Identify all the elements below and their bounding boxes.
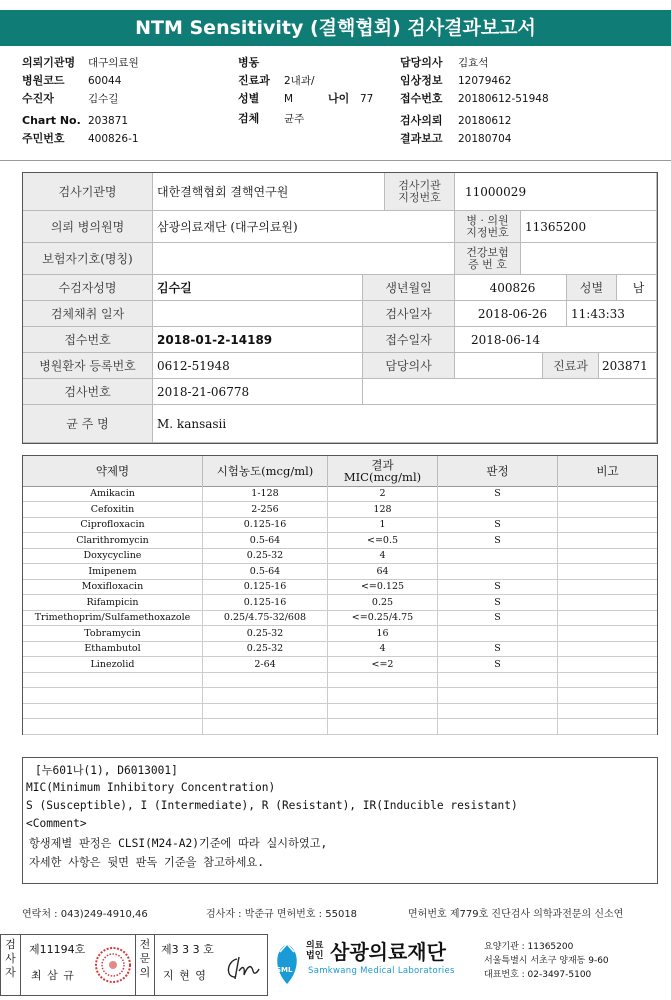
logo-badge: SML bbox=[276, 966, 293, 974]
form-blank bbox=[363, 379, 657, 405]
form-value: 대한결핵협회 결핵연구원 bbox=[153, 173, 385, 211]
handwritten-signature-icon bbox=[223, 953, 261, 983]
cell-note bbox=[558, 595, 657, 610]
org-name: 삼광의료재단 bbox=[330, 940, 446, 964]
table-row bbox=[23, 533, 657, 549]
cell-interp: S bbox=[438, 517, 558, 532]
header-field: 주민번호 400826-1 bbox=[22, 132, 139, 145]
cell-drug: Linezolid bbox=[23, 657, 203, 672]
table-row bbox=[23, 579, 657, 595]
cell-note bbox=[558, 703, 657, 718]
cell-note bbox=[558, 610, 657, 625]
cell-drug: Cefoxitin bbox=[23, 502, 203, 517]
form-value bbox=[153, 301, 363, 327]
header-field: 임상정보 12079462 bbox=[400, 74, 512, 87]
org-info-phone: 대표번호 : 02-3497-5100 bbox=[484, 970, 592, 980]
header-field: 의뢰기관명 대구의료원 bbox=[22, 56, 139, 69]
note-line: 항생제별 판정은 CLSI(M24-A2)기준에 따라 실시하였고, bbox=[29, 837, 328, 850]
cell-conc: 0.25-32 bbox=[203, 641, 328, 656]
cell-note bbox=[558, 533, 657, 548]
cell-conc: 0.25-32 bbox=[203, 548, 328, 563]
cell-mic: <=0.5 bbox=[328, 533, 438, 548]
cell-conc: 0.125-16 bbox=[203, 595, 328, 610]
cell-mic: 4 bbox=[328, 548, 438, 563]
form-value: 11365200 bbox=[521, 211, 657, 243]
cell-interp: S bbox=[438, 595, 558, 610]
cell-conc bbox=[203, 688, 328, 703]
form-label: 진료과 bbox=[543, 353, 599, 379]
form-value bbox=[521, 243, 657, 275]
cell-interp bbox=[438, 548, 558, 563]
form-label: 병 · 의원 지정번호 bbox=[455, 211, 521, 243]
form-value bbox=[153, 243, 455, 275]
cell-mic: 128 bbox=[328, 502, 438, 517]
table-row bbox=[23, 719, 657, 735]
cell-conc: 0.125-16 bbox=[203, 579, 328, 594]
cell-mic: <=0.25/4.75 bbox=[328, 610, 438, 625]
cell-interp bbox=[438, 564, 558, 579]
specialist-name: 지 현 영 bbox=[163, 969, 207, 982]
cell-conc: 1-128 bbox=[203, 486, 328, 501]
org-info-code: 요양기관 : 11365200 bbox=[484, 942, 574, 952]
footer-contact: 연락처 : 043)249-4910,46 bbox=[22, 909, 148, 920]
specialist-number: 제3 3 3 호 bbox=[161, 943, 214, 956]
cell-interp: S bbox=[438, 486, 558, 501]
table-row bbox=[23, 564, 657, 580]
cell-conc: 2-256 bbox=[203, 502, 328, 517]
cell-note bbox=[558, 579, 657, 594]
header-field-age: 나이 77 bbox=[328, 92, 374, 105]
form-label: 보험자기호(명칭) bbox=[23, 243, 153, 275]
form-label: 접수일자 bbox=[363, 327, 455, 353]
form-label: 검사일자 bbox=[363, 301, 455, 327]
col-header-interpretation: 판정 bbox=[438, 456, 558, 486]
cell-interp bbox=[438, 688, 558, 703]
cell-interp: S bbox=[438, 533, 558, 548]
note-line: 자세한 사항은 뒷면 판독 기준을 참고하세요. bbox=[29, 856, 264, 869]
table-row bbox=[23, 517, 657, 533]
cell-interp: S bbox=[438, 657, 558, 672]
form-value: 삼광의료재단 (대구의료원) bbox=[153, 211, 455, 243]
form-label: 성별 bbox=[567, 275, 617, 301]
seal-stamp-icon bbox=[93, 945, 133, 985]
form-value: 0612-51948 bbox=[153, 353, 363, 379]
form-value: 400826 bbox=[455, 275, 567, 301]
footer-license: 면허번호 제779호 진단검사 의학과전문의 신소연 bbox=[408, 909, 624, 920]
cell-interp: S bbox=[438, 579, 558, 594]
patient-form bbox=[22, 172, 658, 444]
cell-note bbox=[558, 719, 657, 734]
form-value bbox=[455, 353, 543, 379]
cell-mic: 1 bbox=[328, 517, 438, 532]
cell-note bbox=[558, 517, 657, 532]
cell-mic bbox=[328, 703, 438, 718]
cell-mic: 2 bbox=[328, 486, 438, 501]
table-row bbox=[23, 672, 657, 688]
table-row bbox=[23, 657, 657, 673]
col-header-mic: 결과 MIC(mcg/ml) bbox=[328, 456, 438, 486]
cell-interp bbox=[438, 502, 558, 517]
note-line: MIC(Minimum Inhibitory Concentration) bbox=[26, 781, 276, 794]
strain-name: M. kansasii bbox=[153, 405, 657, 443]
header-field: 결과보고 20180704 bbox=[400, 132, 512, 145]
cell-mic bbox=[328, 719, 438, 734]
form-value: 2018-01-2-14189 bbox=[153, 327, 363, 353]
form-value: 2018-06-26 bbox=[455, 301, 567, 327]
table-row bbox=[23, 595, 657, 611]
footer-tester: 검사자 : 박준규 면허번호 : 55018 bbox=[206, 909, 358, 920]
header-field: 병원코드 60044 bbox=[22, 74, 122, 87]
tester-number: 제11194호 bbox=[29, 943, 86, 956]
org-prefix: 의료 법인 bbox=[306, 941, 324, 961]
header-field: 성별 M bbox=[238, 92, 294, 105]
table-row bbox=[23, 502, 657, 518]
cell-conc: 0.25-32 bbox=[203, 626, 328, 641]
cell-drug: Ciprofloxacin bbox=[23, 517, 203, 532]
col-header-concentration: 시험농도(mcg/ml) bbox=[203, 456, 328, 486]
table-row bbox=[23, 486, 657, 502]
form-label: 생년월일 bbox=[363, 275, 455, 301]
cell-conc: 0.25/4.75-32/608 bbox=[203, 610, 328, 625]
specialist-label: 전문의 bbox=[135, 935, 155, 995]
cell-interp: S bbox=[438, 610, 558, 625]
org-english-name: Samkwang Medical Laboratories bbox=[308, 966, 455, 976]
notes-box bbox=[22, 757, 658, 884]
cell-drug bbox=[23, 703, 203, 718]
cell-drug: Amikacin bbox=[23, 486, 203, 501]
header-field: 검사의뢰 20180612 bbox=[400, 114, 512, 127]
cell-note bbox=[558, 657, 657, 672]
form-label: 검사번호 bbox=[23, 379, 153, 405]
form-label: 건강보험 증 번 호 bbox=[455, 243, 521, 275]
col-header-note: 비고 bbox=[596, 464, 619, 478]
table-row bbox=[23, 610, 657, 626]
tester-label: 검사자 bbox=[1, 935, 21, 995]
cell-drug: Rifampicin bbox=[23, 595, 203, 610]
cell-note bbox=[558, 641, 657, 656]
form-label: 검체채취 일자 bbox=[23, 301, 153, 327]
form-label: 의뢰 병의원명 bbox=[23, 211, 153, 243]
cell-conc: 0.125-16 bbox=[203, 517, 328, 532]
table-row bbox=[23, 703, 657, 719]
signature-box bbox=[0, 934, 268, 996]
table-row bbox=[23, 626, 657, 642]
form-label: 검사기관명 bbox=[23, 173, 153, 211]
logo-emblem-icon bbox=[272, 940, 302, 990]
cell-conc bbox=[203, 719, 328, 734]
drug-table-header bbox=[23, 456, 657, 487]
header-field: 진료과 2내과/ bbox=[238, 74, 315, 87]
cell-drug: Tobramycin bbox=[23, 626, 203, 641]
cell-note bbox=[558, 486, 657, 501]
cell-drug: Moxifloxacin bbox=[23, 579, 203, 594]
form-value: 203871 bbox=[599, 353, 657, 379]
report-title: NTM Sensitivity (결핵협회) 검사결과보고서 bbox=[0, 10, 671, 46]
tester-name: 최 삼 규 bbox=[31, 969, 75, 982]
cell-mic: <=0.125 bbox=[328, 579, 438, 594]
form-label: 균 주 명 bbox=[23, 405, 153, 443]
cell-note bbox=[558, 502, 657, 517]
header-field: 검체 균주 bbox=[238, 112, 305, 125]
form-value: 11:43:33 bbox=[567, 301, 657, 327]
cell-conc: 0.5-64 bbox=[203, 533, 328, 548]
form-value: 2018-06-14 bbox=[455, 327, 657, 353]
drug-table bbox=[22, 455, 658, 735]
cell-note bbox=[558, 626, 657, 641]
form-label: 접수번호 bbox=[23, 327, 153, 353]
cell-drug: Ethambutol bbox=[23, 641, 203, 656]
cell-drug bbox=[23, 672, 203, 687]
cell-mic: 16 bbox=[328, 626, 438, 641]
form-label: 담당의사 bbox=[363, 353, 455, 379]
cell-mic bbox=[328, 688, 438, 703]
cell-drug: Imipenem bbox=[23, 564, 203, 579]
col-header-drug: 약제명 bbox=[23, 456, 203, 486]
header-field: 수진자 김수길 bbox=[22, 92, 119, 105]
cell-mic: 64 bbox=[328, 564, 438, 579]
table-row bbox=[23, 641, 657, 657]
cell-drug bbox=[23, 719, 203, 734]
table-row bbox=[23, 548, 657, 564]
cell-interp bbox=[438, 719, 558, 734]
cell-note bbox=[558, 672, 657, 687]
cell-interp: S bbox=[438, 641, 558, 656]
form-label: 수검자성명 bbox=[23, 275, 153, 301]
cell-conc: 2-64 bbox=[203, 657, 328, 672]
header-field: 접수번호 20180612-51948 bbox=[400, 92, 549, 105]
cell-drug: Trimethoprim/Sulfamethoxazole bbox=[23, 610, 203, 625]
cell-mic bbox=[328, 672, 438, 687]
cell-conc: 0.5-64 bbox=[203, 564, 328, 579]
cell-mic: 0.25 bbox=[328, 595, 438, 610]
cell-interp bbox=[438, 626, 558, 641]
cell-interp bbox=[438, 703, 558, 718]
note-line: <Comment> bbox=[26, 817, 87, 830]
form-value: 11000029 bbox=[455, 173, 657, 211]
note-line: [누601나(1), D6013001] bbox=[35, 764, 178, 777]
note-line: S (Susceptible), I (Intermediate), R (Resistant), IR(Inducible resistant) bbox=[26, 799, 518, 812]
cell-conc bbox=[203, 672, 328, 687]
form-label: 병원환자 등록번호 bbox=[23, 353, 153, 379]
form-value: 김수길 bbox=[153, 275, 363, 301]
cell-drug: Doxycycline bbox=[23, 548, 203, 563]
cell-interp bbox=[438, 672, 558, 687]
form-value: 2018-21-06778 bbox=[153, 379, 363, 405]
table-row bbox=[23, 688, 657, 704]
cell-drug bbox=[23, 688, 203, 703]
cell-mic: <=2 bbox=[328, 657, 438, 672]
cell-note bbox=[558, 564, 657, 579]
org-info-address: 서울특별시 서초구 양재동 9-60 bbox=[484, 956, 609, 966]
header-field: Chart No. 203871 bbox=[22, 114, 129, 127]
cell-drug: Clarithromycin bbox=[23, 533, 203, 548]
cell-conc bbox=[203, 703, 328, 718]
form-value: 남 bbox=[617, 275, 657, 301]
header-field: 병동 bbox=[238, 56, 260, 69]
cell-mic: 4 bbox=[328, 641, 438, 656]
cell-note bbox=[558, 688, 657, 703]
header-divider bbox=[0, 160, 671, 161]
form-label: 검사기관 지정번호 bbox=[385, 173, 455, 211]
cell-note bbox=[558, 548, 657, 563]
header-field: 담당의사 김효석 bbox=[400, 56, 489, 69]
